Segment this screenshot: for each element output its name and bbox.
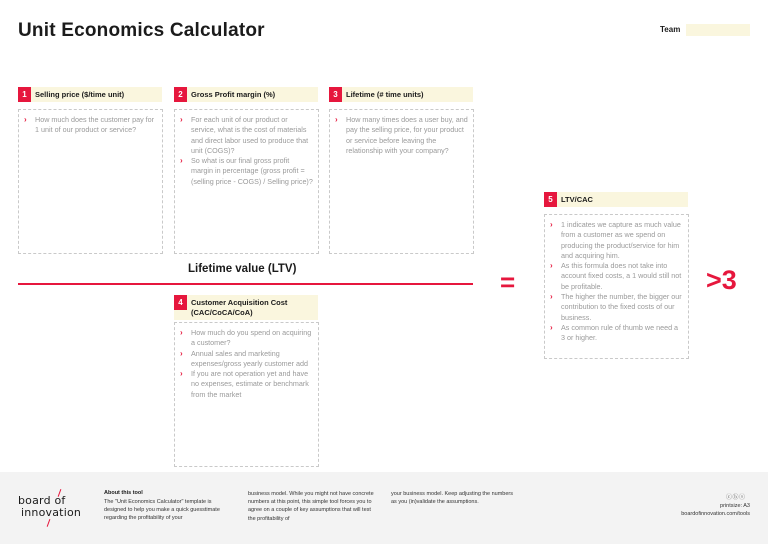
- ltv-cac-header: [544, 192, 688, 207]
- chevron-right-icon: ›: [550, 220, 553, 229]
- about-text-col3: your business model. Keep adjusting the numbers as you (in)validate the assumptions.: [391, 491, 513, 506]
- gross-margin-title: Gross Profit margin (%): [191, 89, 276, 99]
- ltv-cac-title: LTV/CAC: [561, 194, 593, 204]
- about-title: About this tool: [104, 490, 143, 496]
- ltv-label: Lifetime value (LTV): [188, 263, 297, 275]
- list-item: › As this formula does not take into account fixed costs, a 1 would still not be profitable.: [550, 261, 682, 291]
- lifetime-box[interactable]: [329, 109, 474, 254]
- selling-price-title: Selling price ($/time unit): [35, 89, 125, 99]
- chevron-right-icon: ›: [550, 322, 553, 332]
- step-number-2: 2: [174, 87, 187, 102]
- target-ratio: >3: [706, 265, 737, 295]
- team-label: Team: [660, 25, 681, 34]
- step-number-5: 5: [544, 192, 557, 207]
- chevron-right-icon: ›: [180, 328, 183, 337]
- gross-margin-box[interactable]: [174, 109, 319, 254]
- about-text-col1: The "Unit Economics Calculator" template is designed to help you make a quick guesstimate regarding the profitability of your: [104, 499, 220, 522]
- list-item: › If you are not operation yet and have no expenses, estimate or benchmark from the market: [180, 369, 309, 399]
- chevron-right-icon: ›: [550, 292, 553, 302]
- chevron-right-icon: ›: [180, 369, 183, 379]
- chevron-right-icon: ›: [24, 115, 27, 124]
- chevron-right-icon: ›: [180, 348, 183, 358]
- cac-title: Customer Acquisition Cost (CAC/CoCA/CoA): [191, 297, 288, 317]
- board-of-innovation-logo[interactable]: [18, 487, 88, 527]
- chevron-right-icon: ›: [180, 156, 183, 166]
- list-item: › How many times does a user buy, and pay the selling price, for your product or service before leaving the relationship with your company?: [335, 115, 468, 155]
- list-item: › So what is our final gross profit margin in percentage (gross profit = (selling price - COGS) / Selling price)?: [180, 156, 313, 186]
- chevron-right-icon: ›: [550, 261, 553, 271]
- list-item: › As common rule of thumb we need a 3 or higher.: [550, 322, 679, 343]
- chevron-right-icon: ›: [180, 115, 183, 124]
- about-text-col2: business model. While you might not have concrete numbers at this point, this simple tool forces you to agree on a couple of key assumptions that will test the profitability of: [248, 491, 374, 522]
- logo-accent-bottom: [47, 519, 51, 527]
- ltv-cac-box[interactable]: [544, 214, 689, 359]
- ltv-divider: [18, 283, 473, 285]
- selling-price-header: [18, 87, 162, 102]
- logo-text-line1: board of: [18, 494, 66, 507]
- list-item: › 1 indicates we capture as much value from a customer as we spend on producing the product/service for him and acquiring him.: [550, 220, 681, 260]
- step-number-3: 3: [329, 87, 342, 102]
- cac-box[interactable]: [174, 322, 319, 467]
- equals-sign: =: [500, 267, 516, 297]
- list-item: › How much does the customer pay for 1 unit of our product or service?: [24, 115, 155, 135]
- list-item: › Annual sales and marketing expenses/gross yearly customer add: [180, 348, 309, 368]
- license-icon: ⓒⓑⓢ: [726, 495, 746, 501]
- website-link[interactable]: boardofinnovation.com/tools: [681, 511, 750, 517]
- page-title: Unit Economics Calculator: [18, 20, 265, 41]
- list-item: › For each unit of our product or service, what is the cost of materials and direct labor used to produce that unit (COGS)?: [180, 115, 309, 155]
- list-item: › How much do you spend on acquiring a customer?: [180, 328, 312, 348]
- step-number-4: 4: [174, 295, 187, 310]
- chevron-right-icon: ›: [335, 115, 338, 124]
- gross-margin-header: [174, 87, 318, 102]
- lifetime-header: [329, 87, 473, 102]
- selling-price-box[interactable]: [18, 109, 163, 254]
- lifetime-title: Lifetime (# time units): [346, 89, 424, 99]
- logo-text-line2: innovation: [21, 506, 82, 519]
- step-number-1: 1: [18, 87, 31, 102]
- cac-header: [174, 295, 318, 320]
- list-item: › The higher the number, the bigger our contribution to the fixed costs of our business.: [550, 292, 682, 322]
- team-input[interactable]: [686, 24, 750, 36]
- print-size: printsize: A3: [720, 503, 750, 509]
